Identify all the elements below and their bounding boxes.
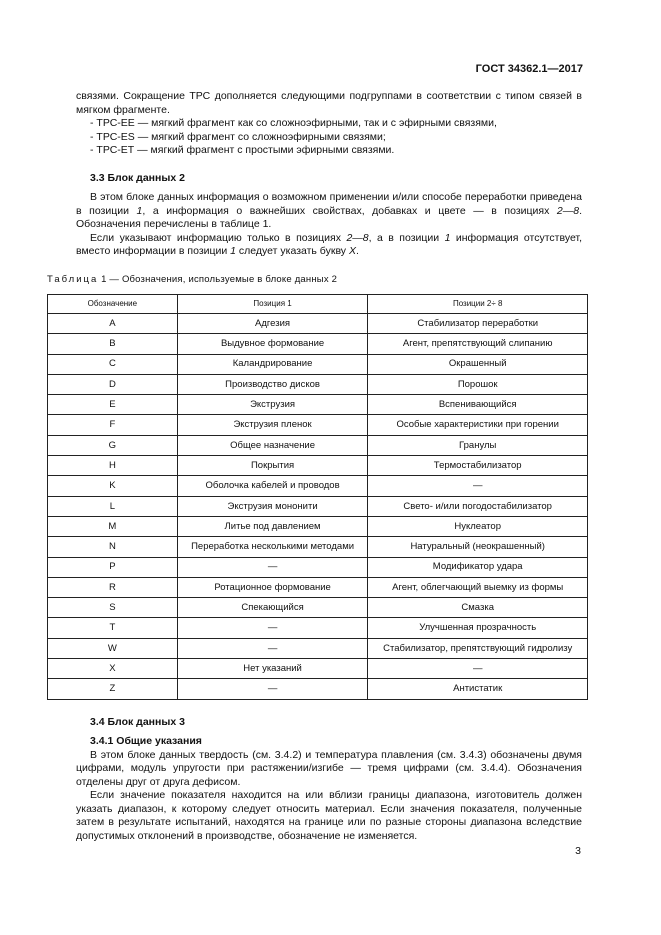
cell-designation: R bbox=[48, 577, 178, 597]
cell-position-1: Переработка несколькими методами bbox=[177, 537, 368, 557]
table-row bbox=[48, 314, 588, 334]
list-item: - ТРС-ЕЕ — мягкий фрагмент как со сложноэфирными, так и с эфирными связями, bbox=[90, 117, 497, 129]
cell-designation: T bbox=[48, 618, 178, 638]
cell-positions-2-8: Окрашенный bbox=[368, 354, 588, 374]
cell-position-1: — bbox=[177, 679, 368, 699]
cell-positions-2-8: — bbox=[368, 476, 588, 496]
table-row bbox=[48, 577, 588, 597]
table-row bbox=[48, 638, 588, 658]
section-3-3-paragraph-2: Если указывают информацию только в позициях 2—8, а в позиции 1 информация отсутствует, вместо информации в позиции 1 следует указать букву X. bbox=[76, 231, 582, 257]
cell-designation: L bbox=[48, 496, 178, 516]
cell-positions-2-8: Термостабилизатор bbox=[368, 456, 588, 476]
table-row bbox=[48, 374, 588, 394]
table-row bbox=[48, 395, 588, 415]
cell-designation: N bbox=[48, 537, 178, 557]
table-row bbox=[48, 415, 588, 435]
cell-position-1: Производство дисков bbox=[177, 374, 368, 394]
table-row bbox=[48, 537, 588, 557]
intro-paragraph: связями. Сокращение ТРС дополняется следующими подгруппами в соответствии с типом связей в мягком фрагменте. bbox=[76, 90, 582, 116]
cell-designation: E bbox=[48, 395, 178, 415]
table-row bbox=[48, 679, 588, 699]
table-row bbox=[48, 516, 588, 536]
table-header-row bbox=[48, 295, 588, 314]
table-row bbox=[48, 496, 588, 516]
cell-designation: Z bbox=[48, 679, 178, 699]
table-caption: Таблица 1 — Обозначения, используемые в блоке данных 2 bbox=[47, 273, 338, 285]
cell-positions-2-8: Порошок bbox=[368, 374, 588, 394]
cell-position-1: Экструзия пленок bbox=[177, 415, 368, 435]
table-row bbox=[48, 598, 588, 618]
table-row bbox=[48, 476, 588, 496]
cell-designation: X bbox=[48, 659, 178, 679]
list-item: - ТРС-ES — мягкий фрагмент со сложноэфирными связями; bbox=[90, 130, 386, 143]
cell-designation: F bbox=[48, 415, 178, 435]
cell-positions-2-8: Агент, облегчающий выемку из формы bbox=[368, 577, 588, 597]
cell-positions-2-8: Особые характеристики при горении bbox=[368, 415, 588, 435]
cell-position-1: — bbox=[177, 638, 368, 658]
cell-position-1: Литье под давлением bbox=[177, 516, 368, 536]
section-heading-3-4: 3.4 Блок данных 3 bbox=[90, 715, 185, 728]
section-3-4-paragraph-1: В этом блоке данных твердость (см. 3.4.2) и температура плавления (см. 3.4.3) обозначены двумя цифрами, модуль упругости при растяжении/изгибе — тремя цифрами (см. 3.4.4). Обозначения отделены друг от друга дефисом. bbox=[76, 748, 582, 788]
cell-positions-2-8: Стабилизатор, препятствующий гидролизу bbox=[368, 638, 588, 658]
cell-positions-2-8: Свето- и/или погодостабилизатор bbox=[368, 496, 588, 516]
cell-positions-2-8: Вспенивающийся bbox=[368, 395, 588, 415]
header-positions-2-8: Позиции 2÷ 8 bbox=[368, 295, 588, 314]
table-row bbox=[48, 456, 588, 476]
table-row bbox=[48, 618, 588, 638]
cell-position-1: Покрытия bbox=[177, 456, 368, 476]
cell-designation: A bbox=[48, 314, 178, 334]
cell-designation: P bbox=[48, 557, 178, 577]
subsection-heading-3-4-1: 3.4.1 Общие указания bbox=[90, 735, 202, 748]
cell-positions-2-8: Антистатик bbox=[368, 679, 588, 699]
cell-position-1: Каландрирование bbox=[177, 354, 368, 374]
cell-positions-2-8: Гранулы bbox=[368, 435, 588, 455]
section-3-3-paragraph-1: В этом блоке данных информация о возможном применении и/или способе переработки приведена в позиции 1, а информация о важнейших свойствах, добавках и цвете — в позициях 2—8. Обозначения перечислены в таблице 1. bbox=[76, 191, 582, 230]
cell-designation: M bbox=[48, 516, 178, 536]
cell-designation: S bbox=[48, 598, 178, 618]
cell-position-1: Выдувное формование bbox=[177, 334, 368, 354]
cell-position-1: Оболочка кабелей и проводов bbox=[177, 476, 368, 496]
cell-designation: G bbox=[48, 435, 178, 455]
cell-designation: W bbox=[48, 638, 178, 658]
cell-designation: B bbox=[48, 334, 178, 354]
cell-positions-2-8: Нуклеатор bbox=[368, 516, 588, 536]
cell-designation: H bbox=[48, 456, 178, 476]
cell-positions-2-8: Модификатор удара bbox=[368, 557, 588, 577]
cell-position-1: — bbox=[177, 557, 368, 577]
cell-positions-2-8: Улучшенная прозрачность bbox=[368, 618, 588, 638]
cell-positions-2-8: Стабилизатор переработки bbox=[368, 314, 588, 334]
table-row bbox=[48, 435, 588, 455]
list-item: - ТРС-ЕТ — мягкий фрагмент с простыми эфирными связями. bbox=[90, 144, 395, 156]
cell-position-1: Общее назначение bbox=[177, 435, 368, 455]
page-content bbox=[47, 90, 582, 843]
table-body bbox=[48, 314, 588, 700]
section-heading-3-3: 3.3 Блок данных 2 bbox=[90, 171, 185, 184]
cell-positions-2-8: Смазка bbox=[368, 598, 588, 618]
cell-position-1: Ротационное формование bbox=[177, 577, 368, 597]
header-position-1: Позиция 1 bbox=[177, 295, 368, 314]
cell-positions-2-8: — bbox=[368, 659, 588, 679]
cell-designation: K bbox=[48, 476, 178, 496]
section-3-4-paragraph-2: Если значение показателя находится на или вблизи границы диапазона, изготовитель должен указать диапазон, к которому следует относить материал. Если значения показателя, полученные затем в результате испытаний, находятся на границе или по разные стороны диапазона вследствие допустимых отклонений в производстве, обозначение не изменяется. bbox=[76, 789, 582, 842]
cell-designation: C bbox=[48, 354, 178, 374]
cell-position-1: Нет указаний bbox=[177, 659, 368, 679]
cell-designation: D bbox=[48, 374, 178, 394]
cell-positions-2-8: Натуральный (неокрашенный) bbox=[368, 537, 588, 557]
cell-position-1: Адгезия bbox=[177, 314, 368, 334]
document-code: ГОСТ 34362.1—2017 bbox=[475, 63, 583, 75]
cell-position-1: Экструзия мононити bbox=[177, 496, 368, 516]
cell-positions-2-8: Агент, препятствующий слипанию bbox=[368, 334, 588, 354]
table-row bbox=[48, 659, 588, 679]
table-row bbox=[48, 557, 588, 577]
table-row bbox=[48, 334, 588, 354]
table-row bbox=[48, 354, 588, 374]
cell-position-1: — bbox=[177, 618, 368, 638]
page-number: 3 bbox=[575, 845, 581, 857]
cell-position-1: Спекающийся bbox=[177, 598, 368, 618]
designations-table bbox=[47, 294, 588, 700]
cell-position-1: Экструзия bbox=[177, 395, 368, 415]
header-designation: Обозначение bbox=[48, 295, 178, 314]
